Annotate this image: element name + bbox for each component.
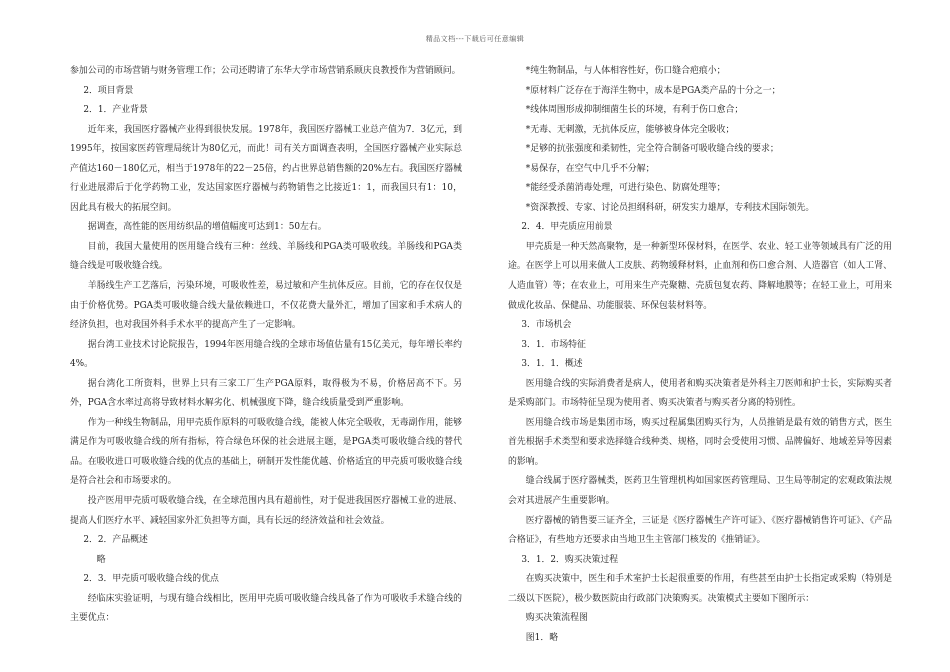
section-heading: 3．1．2．购买决策过程 [521,554,619,565]
section-heading: 3．1．市场特征 [521,339,586,350]
paragraph: *足够的抗张强度和柔韧性，完全符合制备可吸收缝合线的要求； [525,144,779,155]
section-heading: 3．市场机会 [521,320,572,331]
paragraph: 近年来，我国医疗器械产业得到很快发展。1978年，我国医疗器械工业总产值为7．3亿元，到1995年，按国家医药管理局统计为80亿元，而此！司有关方面调查表明，全国医疗器械产业实际总产值达160－180亿元，相当于1978年的22－25倍，约占世界总销售额的20%左右。我国医疗器械行业进展滞后于化学药物工业，发达国家医疗器械与药物销售之比接近1：1，而我国只有1：10，因此具有极大的拓展空间。 [70,124,462,213]
paragraph: 在购买决策中，医生和手术室护士长起很重要的作用，有些甚至由护士长指定或采购（特别是二级以下医院），极少数医院由行政部门决策购买。决策模式主要如下图所示： [508,574,892,604]
paragraph: *能经受杀菌消毒处理，可进行染色、防腐处理等； [525,183,726,194]
paragraph: 图1．略 [525,632,559,643]
paragraph: 医用缝合线市场是集团市场，购买过程属集团购买行为，人员推销是最有效的销售方式，医生首先根据手术类型和要求选择缝合线种类、规格，同时会受使用习惯、品牌偏好、地域差异等因素的影响。 [508,417,892,467]
section-heading: 2．4．甲壳质应用前景 [521,222,613,233]
paragraph: 据台湾工业技术讨论院报告，1994年医用缝合线的全球市场值估量有15亿美元，每年增长率约4%。 [70,339,462,370]
section-heading: 3．1．1．概述 [521,359,583,370]
right-column [508,62,892,648]
section-heading: 2．2．产品概述 [83,535,148,546]
section-heading: 2．3．甲壳质可吸收缝合线的优点 [83,574,219,585]
paragraph: *线体周围形成抑制细菌生长的环境，有利于伤口愈合； [525,105,744,116]
paragraph: *纯生物制品，与人体相容性好，伤口缝合疤痕小； [525,66,726,76]
paragraph: *无毒、无刺激，无抗体反应，能够被身体完全吸收； [525,124,735,135]
paragraph: 作为一种线生物制品，用甲壳质作原料的可吸收缝合线，能被人体完全吸收，无毒副作用，能够满足作为可吸收缝合线的所有指标，符合绿色环保的社会进展主题，是PGA类可吸收缝合线的替代品。在吸收进口可吸收缝合线的优点的基础上，研制开发性能优越、价格适宜的甲壳质可吸收缝合线是符合社会和市场要求的。 [70,417,462,487]
paragraph: 羊肠线生产工艺落后，污染环境，可吸收性差，易过敏和产生抗体反应。目前，它的存在仅仅是由于价格优势。PGA类可吸收缝合线大量依赖进口，不仅花费大量外汇，增加了国家和手术病人的经济负担，也对我国外科手术水平的提高产生了一定影响。 [70,281,462,331]
paragraph: 医用缝合线的实际消费者是病人，使用者和购买决策者是外科主刀医师和护士长，实际购买者是采购部门。市场特征呈现为使用者、购买决策者与购买者分离的特别性。 [508,378,892,409]
paragraph: 参加公司的市场营销与财务管理工作；公司还聘请了东华大学市场营销系顾庆良教授作为营销顾问。 [70,66,461,76]
paragraph: 甲壳质是一种天然高聚物，是一种新型环保材料，在医学、农业、轻工业等领域具有广泛的用途。在医学上可以用来做人工皮肤、药物缓释材料，止血剂和伤口愈合剂、人造器官（如人工肾、人造血管）等；在农业上，可用来生产壳聚糖、壳质包复农药、降解地膜等；在轻工业上，可用来做成化妆品、保健品、功能服装、环保包装材料等。 [508,241,892,311]
left-column [70,62,462,629]
paragraph: *原材料广泛存在于海洋生物中，成本是PGA类产品的十分之一； [525,85,781,96]
paragraph: 投产医用甲壳质可吸收缝合线，在全球范围内具有超前性，对于促进我国医疗器械工业的进展、提高人们医疗水平、减轻国家外汇负担等方面，具有长远的经济效益和社会效益。 [70,496,462,526]
paragraph: 据台湾化工所资料，世界上只有三家工厂生产PGA原料，取得极为不易，价格居高不下。另外，PGA含水率过高将导致材料水解劣化、机械强度下降，缝合线质量受到严重影响。 [70,378,462,409]
section-heading: 2．1．产业背景 [83,105,148,116]
paragraph: 经临床实验证明，与现有缝合线相比，医用甲壳质可吸收缝合线具备了作为可吸收手术缝合线的主要优点： [70,593,462,624]
paragraph: 医疗器械的销售要三证齐全，三证是《医疗器械生产许可证》、《医疗器械销售许可证》、《产品合格证》，有些地方还要求由当地卫生主管部门核发的《推销证》。 [508,515,892,546]
paragraph: 目前，我国大量使用的医用缝合线有三种：丝线、羊肠线和PGA类可吸收线。羊肠线和PGA类缝合线是可吸收缝合线。 [70,241,462,272]
paragraph: 购买决策流程图 [525,613,588,624]
paragraph: 据调查，高性能的医用纺织品的增值幅度可达到1：50左右。 [87,222,327,233]
paragraph: *易保存，在空气中几乎不分解； [525,163,655,174]
paragraph: 缝合线属于医疗器械类，医药卫生管理机构如国家医药管理局、卫生局等制定的宏观政策法规会对其进展产生重要影响。 [508,476,892,507]
paragraph: *资深教授、专家、讨论员担纲科研，研发实力雄厚，专利技术国际领先。 [525,202,815,213]
paragraph: 略 [96,554,106,565]
section-heading: 2．项目背景 [83,85,134,96]
header-watermark: 精品文档---下载后可任意编辑 [425,35,525,43]
